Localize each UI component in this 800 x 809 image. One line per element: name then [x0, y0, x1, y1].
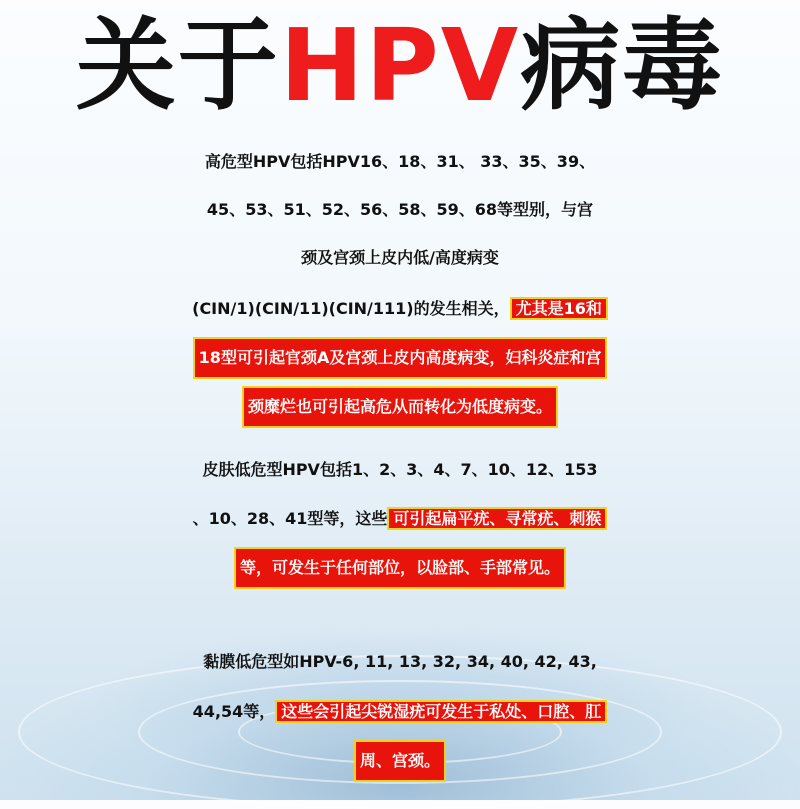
mucosal-low-risk-line-2: [0, 690, 800, 734]
mucosal-low-risk-line-3: [0, 739, 800, 783]
highlight-cervix: 周、宫颈。: [354, 740, 446, 782]
title-part1: 关于: [75, 7, 280, 124]
highlight-18-type: 18型可引起官颈A及宫颈上皮内高度病变，妇科炎症和宫: [193, 337, 608, 379]
highlight-body-parts: 等，可发生于任何部位，以脸部、手部常见。: [234, 547, 566, 589]
page-title: [0, 6, 800, 126]
skin-low-risk-line-3: [0, 546, 800, 590]
high-risk-line-4: [0, 287, 800, 331]
high-risk-line-4-text: (CIN/1)(CIN/11)(CIN/111)的发生相关，: [192, 299, 510, 318]
high-risk-line-1: 高危型HPV包括HPV16、18、31、 33、35、39、: [204, 152, 596, 171]
title-part2: HPV: [279, 7, 521, 124]
skin-low-risk-line-2-text: 、10、28、41型等，这些: [192, 509, 388, 528]
high-risk-line-3: 颈及宫颈上皮内低/高度病变: [301, 248, 499, 267]
high-risk-line-5: [0, 336, 800, 380]
mucosal-low-risk-line-2-text: 44,54等，: [192, 702, 276, 721]
title-part3: 病毒: [520, 7, 725, 124]
highlight-warts: 可引起扁平疣、寻常疣、刺猴: [387, 507, 607, 530]
highlight-16-and: 尤其是16和: [510, 297, 608, 320]
skin-low-risk-line-2: [0, 497, 800, 541]
highlight-cervical-erosion: 颈糜烂也可引起高危从而转化为低度病变。: [242, 386, 558, 428]
highlight-condyloma: 这些会引起尖锐湿疣可发生于私处、口腔、肛: [275, 700, 607, 723]
mucosal-low-risk-line-1: 黏膜低危型如HPV-6, 11, 13, 32, 34, 40, 42, 43,: [203, 652, 597, 671]
skin-low-risk-line-1: 皮肤低危型HPV包括1、2、3、4、7、10、12、153: [202, 460, 598, 479]
high-risk-line-2: 45、53、51、52、56、58、59、68等型别，与宫: [206, 200, 594, 219]
high-risk-line-6: [0, 385, 800, 429]
